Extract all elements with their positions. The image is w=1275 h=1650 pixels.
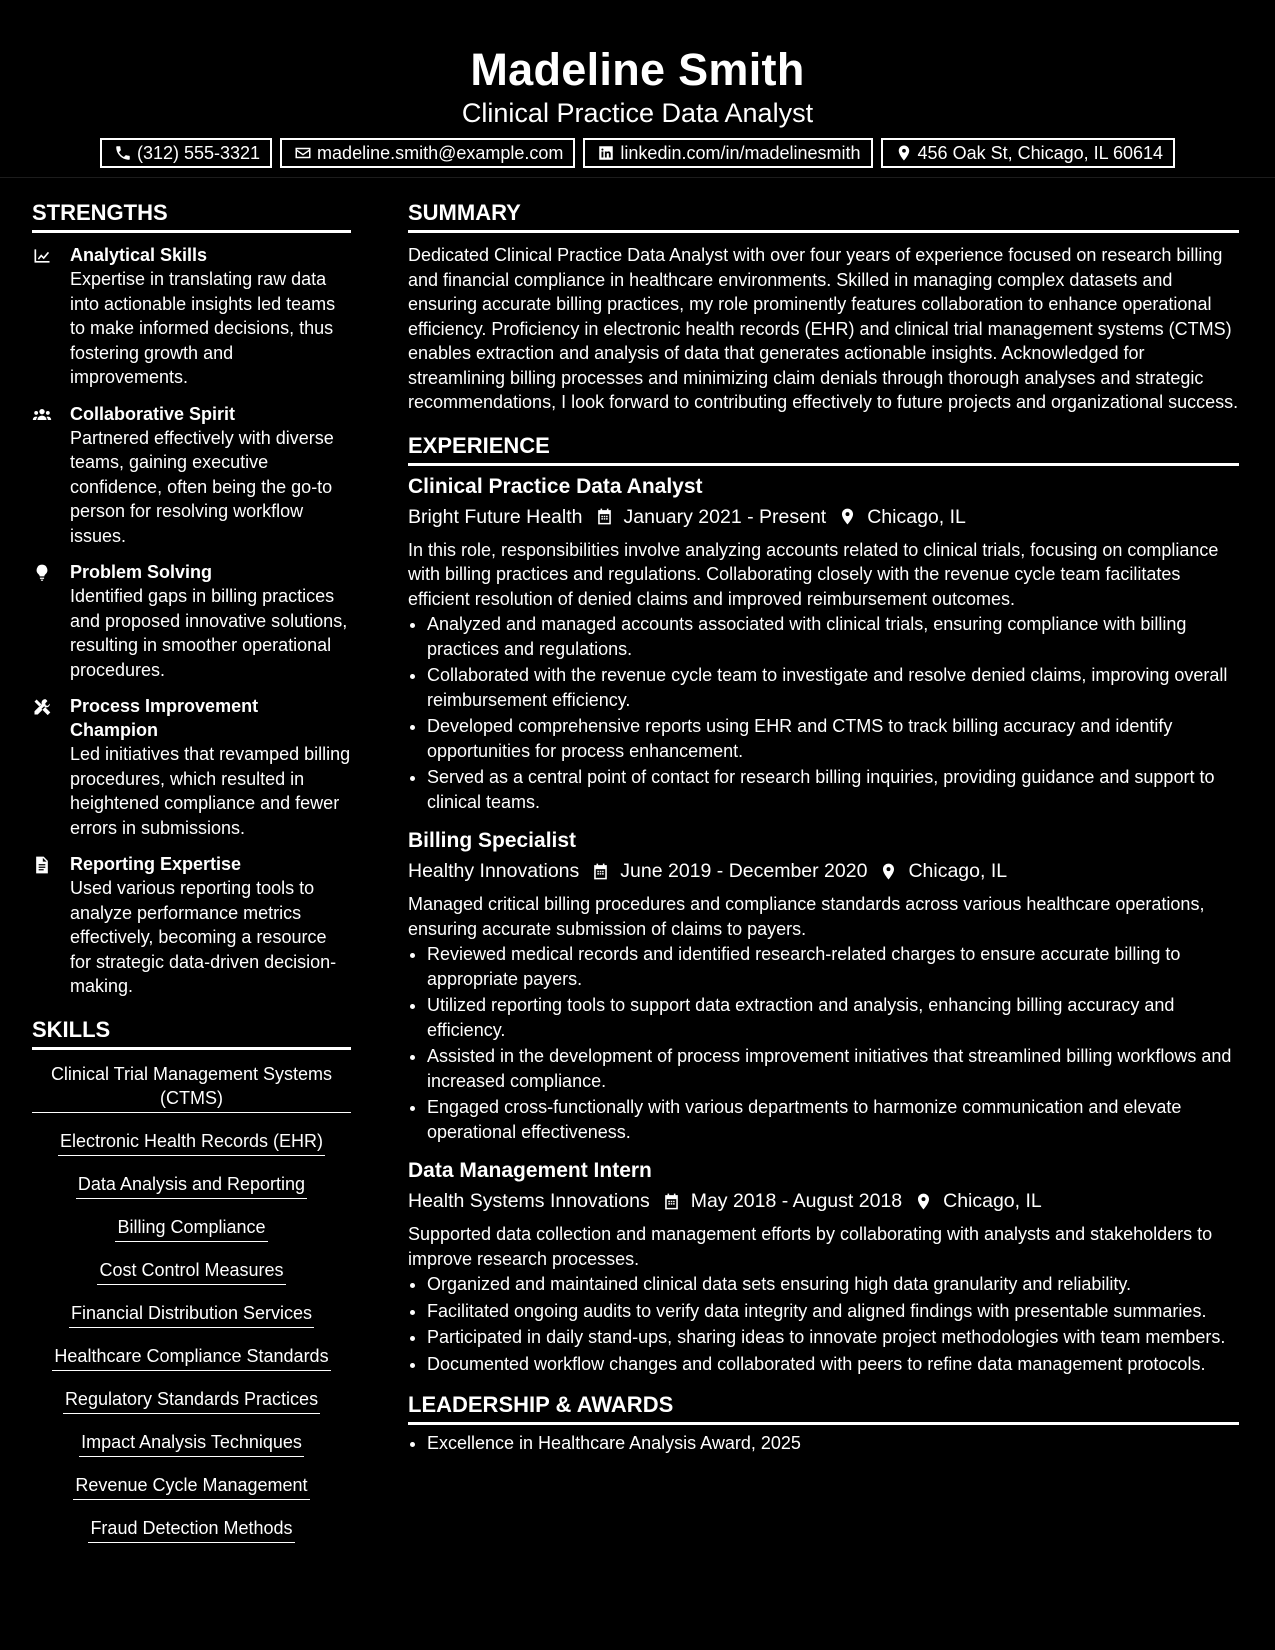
awards-heading: LEADERSHIP & AWARDS xyxy=(408,1392,674,1417)
strength-title: Reporting Expertise xyxy=(70,854,242,874)
location-icon xyxy=(879,862,898,881)
candidate-title: Clinical Practice Data Analyst xyxy=(461,98,814,128)
job-description: Managed critical billing procedures and compliance standards across various healthcare operations, ensuring accurate submission of claims to payers. xyxy=(408,894,1205,939)
job-title: Billing Specialist xyxy=(408,829,577,852)
job-dates: May 2018 - August 2018 xyxy=(690,1190,903,1212)
job-title: Data Management Intern xyxy=(408,1159,652,1182)
job-bullets xyxy=(408,942,1239,1144)
strength-title: Analytical Skills xyxy=(70,245,208,265)
job-meta xyxy=(408,502,1239,532)
skill-tag: Electronic Health Records (EHR) xyxy=(58,1129,325,1156)
strength-desc: Led initiatives that revamped billing procedures, which resulted in heightened compliance and fewer errors in submissions. xyxy=(70,744,351,838)
job-bullet: • Participated in daily stand-ups, sharing ideas to innovate project methodologies with team members. xyxy=(427,1325,1239,1350)
job-bullet: • Organized and maintained clinical data sets ensuring high data granularity and reliability. xyxy=(427,1272,1239,1297)
strength-desc: Used various reporting tools to analyze performance metrics effectively, becoming a resource for strategic data-driven decision-making. xyxy=(70,878,337,996)
contact-phone[interactable] xyxy=(100,138,272,168)
job-bullet: • Analyzed and managed accounts associated with clinical trials, ensuring compliance with billing practices and regulations. xyxy=(427,612,1239,661)
award-item: • Excellence in Healthcare Analysis Award, 2025 xyxy=(427,1431,1239,1456)
summary-rule xyxy=(408,230,1239,233)
job-description: Supported data collection and management efforts by collaborating with analysts and stakeholders to improve research processes. xyxy=(408,1224,1213,1269)
job-entry xyxy=(408,826,1239,1144)
contact-linkedin[interactable] xyxy=(583,138,872,168)
right-column xyxy=(408,196,1239,1458)
job-bullet: • Collaborated with the revenue cycle team to investigate and resolve denied claims, improving overall reimbursement efficiency. xyxy=(427,663,1239,712)
location-icon xyxy=(895,144,913,162)
contact-phone-text: (312) 555-3321 xyxy=(136,142,261,163)
awards-rule xyxy=(408,1422,1239,1425)
job-bullet: • Engaged cross-functionally with various departments to harmonize communication and elevate operational effectiveness. xyxy=(427,1095,1239,1144)
strength-desc: Expertise in translating raw data into actionable insights led teams to make informed decisions, thus fostering growth and improvements. xyxy=(70,269,336,387)
users-icon xyxy=(32,405,52,425)
job-dates: January 2021 - Present xyxy=(623,505,827,528)
experience-rule xyxy=(408,463,1239,466)
strength-item xyxy=(32,243,351,390)
strength-title: Problem Solving xyxy=(70,562,213,582)
strength-item xyxy=(32,852,351,999)
job-bullet: • Assisted in the development of process improvement initiatives that streamlined billing workflows and increased compliance. xyxy=(427,1044,1239,1093)
skill-tag: Data Analysis and Reporting xyxy=(76,1172,307,1199)
experience-heading: EXPERIENCE xyxy=(408,432,550,458)
job-bullet: • Served as a central point of contact for research billing inquiries, providing guidance and support to clinical teams. xyxy=(427,765,1239,814)
skill-tag: Regulatory Standards Practices xyxy=(63,1387,320,1414)
calendar-icon xyxy=(591,862,610,881)
job-location: Chicago, IL xyxy=(867,505,966,528)
strengths-heading: STRENGTHS xyxy=(32,200,168,225)
job-meta xyxy=(408,1186,1239,1216)
strength-item xyxy=(32,560,351,682)
skills-heading: SKILLS xyxy=(32,1016,111,1042)
skill-tag: Fraud Detection Methods xyxy=(88,1516,294,1543)
job-bullet: • Documented workflow changes and collaborated with peers to refine data management protocols. xyxy=(427,1352,1239,1377)
skill-tag: Healthcare Compliance Standards xyxy=(52,1344,330,1371)
candidate-name: Madeline Smith xyxy=(470,44,805,95)
contact-linkedin-text: linkedin.com/in/madelinesmith xyxy=(620,142,861,163)
tools-icon xyxy=(32,697,52,717)
skill-tag: Revenue Cycle Management xyxy=(73,1473,309,1500)
skills-rule xyxy=(32,1047,351,1050)
document-icon xyxy=(32,855,52,875)
job-location: Chicago, IL xyxy=(943,1190,1042,1212)
awards-list xyxy=(408,1431,1239,1456)
job-bullets xyxy=(408,612,1239,814)
job-entry xyxy=(408,1156,1239,1376)
strengths-rule xyxy=(32,230,351,233)
summary-text: Dedicated Clinical Practice Data Analyst with over four years of experience focused on research billing and financial compliance in healthcare environments. Skilled in managing complex datasets and ensuring accurate billing practices, my role prominently features collaboration to enhance operational efficiency. Proficiency in electronic health records (EHR) and clinical trial management systems (CTMS) enables extraction and analysis of data that generates actionable insights. Acknowledged for streamlining billing processes and minimizing claim denials through thorough analyses and strategic recommendations, I look forward to contributing effectively to future projects and organizational success. xyxy=(408,245,1239,412)
job-bullet: • Facilitated ongoing audits to verify data integrity and aligned findings with presentable summaries. xyxy=(427,1299,1239,1324)
linkedin-icon xyxy=(597,144,615,162)
strength-item xyxy=(32,402,351,549)
contact-address-text: 456 Oak St, Chicago, IL 60614 xyxy=(917,142,1164,163)
job-bullet: • Reviewed medical records and identified research-related charges to ensure accurate billing to appropriate payers. xyxy=(427,942,1239,991)
strength-desc: Partnered effectively with diverse teams, gaining executive confidence, often being the go-to person for resolving workflow issues. xyxy=(70,427,334,546)
skills-list xyxy=(32,1058,351,1553)
job-location: Chicago, IL xyxy=(908,860,1008,882)
calendar-icon xyxy=(595,507,614,526)
job-bullet: • Utilized reporting tools to support data extraction and analysis, enhancing billing accuracy and efficiency. xyxy=(427,993,1239,1042)
lightbulb-icon xyxy=(32,563,52,583)
skill-tag: Clinical Trial Management Systems (CTMS) xyxy=(32,1062,351,1113)
summary-heading: SUMMARY xyxy=(408,200,521,225)
location-icon xyxy=(838,507,857,526)
skill-tag: Cost Control Measures xyxy=(97,1258,285,1285)
calendar-icon xyxy=(662,1192,681,1211)
job-dates: June 2019 - December 2020 xyxy=(620,860,868,882)
job-company: Health Systems Innovations xyxy=(408,1190,650,1212)
job-bullets xyxy=(408,1272,1239,1376)
skill-tag: Impact Analysis Techniques xyxy=(79,1430,304,1457)
contact-email[interactable] xyxy=(280,138,575,168)
chart-line-icon xyxy=(32,246,52,266)
resume-header xyxy=(0,0,1275,178)
job-meta xyxy=(408,856,1239,886)
location-icon xyxy=(914,1192,933,1211)
contact-email-text: madeline.smith@example.com xyxy=(317,142,564,163)
skill-tag: Financial Distribution Services xyxy=(69,1301,314,1328)
strength-title: Collaborative Spirit xyxy=(70,403,236,424)
left-column xyxy=(32,196,351,1553)
job-description: In this role, responsibilities involve analyzing accounts related to clinical trials, focusing on compliance with billing practices and regulations. Collaborating closely with the revenue cycle team facilitates efficient resolution of denied claims and improved reimbursement outcomes. xyxy=(408,539,1219,609)
phone-icon xyxy=(114,144,132,162)
job-title: Clinical Practice Data Analyst xyxy=(408,474,703,498)
contact-address[interactable] xyxy=(881,138,1176,168)
strength-title: Process Improvement Champion xyxy=(70,696,259,740)
job-company: Bright Future Health xyxy=(408,505,583,528)
skill-tag: Billing Compliance xyxy=(115,1215,267,1242)
contact-bar xyxy=(0,138,1275,168)
job-entry xyxy=(408,472,1239,815)
job-company: Healthy Innovations xyxy=(408,860,580,882)
email-icon xyxy=(294,144,312,162)
strength-item xyxy=(32,694,351,840)
job-bullet: • Developed comprehensive reports using EHR and CTMS to track billing accuracy and identify opportunities for process enhancement. xyxy=(427,714,1239,763)
strength-desc: Identified gaps in billing practices and proposed innovative solutions, resulting in smoother operational procedures. xyxy=(70,586,348,680)
